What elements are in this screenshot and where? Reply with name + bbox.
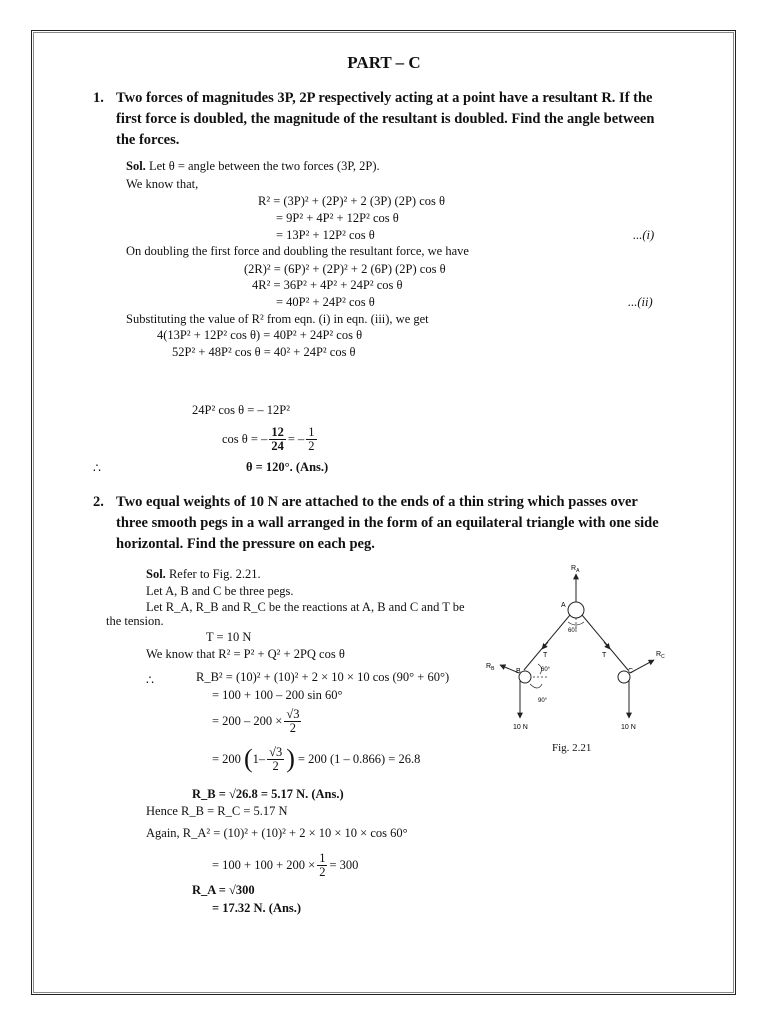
solution-intro — [146, 567, 261, 582]
sol-text: Refer to Fig. 2.21. — [168, 567, 261, 581]
equation-tag: ...(ii) — [628, 295, 653, 309]
fraction-numerator: √3 — [269, 744, 283, 759]
rc-arrow — [630, 660, 654, 673]
eq-part: 1– — [252, 751, 266, 766]
sol-text: Let θ = angle between the two forces (3P, 2P). — [148, 159, 380, 173]
weight-label: 10 N — [513, 724, 528, 731]
question-number: 1. — [93, 90, 104, 106]
fraction-denominator: 2 — [308, 439, 315, 453]
question-line: three smooth pegs in a wall arranged in the form of an equilateral triangle with one side — [116, 515, 659, 531]
equation: Hence R_B = R_C = 5.17 N — [146, 804, 288, 818]
sol-text: Let R_A, R_B and R_C be the reactions at A, B and C and T be — [146, 600, 465, 614]
equals-minus: = – — [287, 432, 305, 446]
tension-label: T — [543, 652, 548, 659]
peg-c-label: C — [628, 668, 634, 675]
question-line: first force is doubled, the magnitude of the resultant is doubled. Find the angle between — [116, 111, 655, 127]
cos-lhs: cos θ = – — [222, 432, 268, 446]
question-number: 2. — [93, 494, 104, 510]
equation: 52P² + 48P² cos θ = 40² + 24P² cos θ — [172, 345, 356, 359]
fraction-numerator: √3 — [286, 707, 300, 721]
eq-part: = 300 — [329, 858, 359, 872]
fraction — [317, 852, 327, 879]
question-line: horizontal. Find the pressure on each peg. — [116, 536, 375, 552]
fraction-denominator: 24 — [271, 439, 284, 453]
fraction-denominator: 2 — [319, 865, 326, 879]
cos-equation — [222, 426, 319, 453]
equation: = 100 + 100 – 200 sin 60° — [212, 688, 343, 702]
answer: θ = 120°. (Ans.) — [246, 460, 329, 474]
equation: = 200 ( 1– $\frac{√3}{2}$ ) = 200 (1 – 0.866) = 26.8 — [212, 744, 421, 773]
angle-label: 60° — [568, 628, 578, 634]
equation: Again, R_A² = (10)² + (10)² + 2 × 10 × 10 × cos 60° — [146, 826, 408, 840]
equation: 4(13P² + 12P² cos θ) = 40P² + 24P² cos θ — [157, 328, 363, 342]
equation: (2R)² = (6P)² + (2P)² + 2 (6P) (2P) cos θ — [244, 262, 446, 276]
equation: 24P² cos θ = – 12P² — [192, 403, 290, 417]
therefore-symbol: ∴ — [93, 461, 101, 475]
sol-text: the tension. — [106, 614, 164, 628]
equation — [212, 852, 358, 879]
fraction-denominator: 2 — [289, 721, 297, 735]
tension-arrow — [604, 642, 610, 649]
eq-part: = 200 (1 – 0.866) = 26.8 — [297, 751, 421, 766]
rb-label: $R_B$ — [486, 663, 495, 672]
tension-label: T — [602, 652, 607, 659]
ra-label: $R_A$ — [571, 565, 580, 574]
question-line: the forces. — [116, 132, 180, 148]
peg-b — [519, 671, 531, 683]
we-know-text: We know that, — [126, 177, 199, 191]
doubling-text: On doubling the first force and doubling the resultant force, we have — [126, 244, 469, 258]
weight-label: 10 N — [621, 724, 636, 731]
fraction-numerator: 12 — [271, 425, 284, 439]
fraction — [269, 426, 286, 453]
equation-tag: ...(i) — [633, 228, 655, 242]
equation: = 9P² + 4P² + 12P² cos θ — [276, 211, 399, 225]
equation: T = 10 N — [206, 630, 252, 644]
solution-intro — [126, 159, 380, 174]
answer: R_A = √300 — [192, 883, 255, 897]
equation: We know that R² = P² + Q² + 2PQ cos θ — [146, 647, 345, 661]
angle-label: 60° — [541, 667, 551, 673]
peg-a-label: A — [561, 602, 566, 609]
equation: R² = (3P)² + (2P)² + 2 (3P) (2P) cos θ — [258, 194, 445, 208]
section-title: PART – C — [347, 53, 421, 72]
tension-arrow — [542, 642, 548, 649]
fraction-numerator: 1 — [308, 425, 315, 439]
angle-label: 90° — [538, 698, 548, 704]
equation: = 40P² + 24P² cos θ — [276, 295, 375, 309]
pegs-diagram — [478, 560, 678, 760]
rc-label: $R_C$ — [656, 651, 665, 660]
sol-label: Sol. — [126, 159, 146, 173]
fraction — [284, 708, 301, 735]
question-line: Two equal weights of 10 N are attached to the ends of a thin string which passes over — [116, 494, 638, 510]
sol-label: Sol. — [146, 567, 166, 581]
peg-b-label: B — [516, 668, 521, 675]
fraction-numerator: 1 — [319, 851, 326, 865]
fraction — [306, 426, 316, 453]
eq-part: = 200 – 200 × — [212, 714, 283, 728]
equation: R_B² = (10)² + (10)² + 2 × 10 × 10 cos (90° + 60°) — [196, 670, 450, 684]
equation: 4R² = 36P² + 4P² + 24P² cos θ — [252, 278, 403, 292]
eq-part: = 200 — [212, 751, 241, 766]
fraction — [267, 746, 284, 773]
eq-part: = 100 + 100 + 200 × — [212, 858, 316, 872]
equation — [212, 708, 303, 735]
peg-a — [568, 602, 584, 618]
question-line: Two forces of magnitudes 3P, 2P respectively acting at a point have a resultant R. If the — [116, 90, 653, 106]
fraction-denominator: 2 — [272, 758, 279, 773]
answer: R_B = √26.8 = 5.17 N. (Ans.) — [192, 787, 344, 801]
equation: = 13P² + 12P² cos θ — [276, 228, 375, 242]
figure-caption: Fig. 2.21 — [552, 742, 592, 754]
sol-text: Let A, B and C be three pegs. — [146, 584, 294, 598]
substitution-text: Substituting the value of R² from eqn. (i) in eqn. (iii), we get — [126, 312, 429, 326]
therefore-symbol: ∴ — [146, 673, 154, 687]
answer: = 17.32 N. (Ans.) — [212, 901, 302, 915]
